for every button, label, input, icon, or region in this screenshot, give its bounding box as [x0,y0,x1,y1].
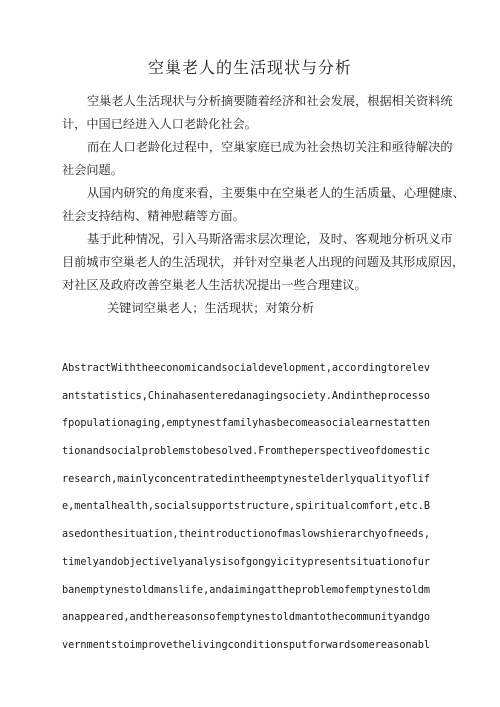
abstract-line: research,mainlyconcentratedintheemptynestelderlyqualityoflif [62,473,431,485]
keywords-line [62,297,442,320]
paragraph-line: 从国内研究的角度来看，主要集中在空巢老人的生活质量、心理健康、 [87,186,465,200]
paragraph-line: 社会支持结构、精神慰藉等方面。 [62,209,245,223]
abstract-line: asedonthesituation,theintroductionofmaslowshierarchyofneeds, [62,529,431,541]
paragraph-line: 计，中国已经进入人口老龄化社会。 [62,117,257,131]
abstract-line: fpopulationaging,emptynestfamilyhasbecomeasocialearnestatten [62,418,431,430]
paragraph-4 [62,228,465,297]
abstract-line: anappeared,andthereasonsofemptynestoldmantothecommunityandgo [62,612,431,624]
abstract-line: banemptynestoldmanslife,andaimingattheproblemofemptynestoldm [62,584,431,596]
keywords-text: 关键词空巢老人；生活现状；对策分析 [107,301,315,315]
paragraph-line: 基于此种情况，引入马斯洛需求层次理论，及时、客观地分析巩义市 [87,232,453,246]
paragraph-line: 而在人口老龄化过程中，空巢家庭已成为社会热切关注和亟待解决的 [87,140,453,154]
paragraph-line: 对社区及政府改善空巢老人生活状况提出一些合理建议。 [62,278,367,292]
abstract-line: tionandsocialproblemstobesolved.Fromtheperspectiveofdomestic [62,446,431,458]
document-body [62,90,465,320]
abstract-line: AbstractWiththeeconomicandsocialdevelopment,accordingtorelev [62,363,431,374]
paragraph-1 [62,90,453,136]
paragraph-line: 空巢老人生活现状与分析摘要随着经济和社会发展，根据相关资料统 [87,94,453,108]
abstract-block [62,355,446,660]
abstract-line: e,mentalhealth,socialsupportstructure,spiritualcomfort,etc.B [62,501,431,513]
paragraph-2 [62,136,453,182]
abstract-line: antstatistics,Chinahasenteredanagingsociety.Andintheprocesso [62,390,431,402]
paragraph-line: 目前城市空巢老人的生活现状，并针对空巢老人出现的问题及其形成原因， [62,255,465,269]
abstract-line: timelyandobjectivelyanalysisofgongyicitypresentsituationofur [62,556,431,568]
paragraph-3 [62,182,465,228]
paragraph-line: 社会问题。 [62,163,123,177]
document-title: 空巢老人的生活现状与分析 [147,58,352,77]
abstract-line: vernmentstoimprovethelivingconditionsputforwardsomereasonabl [62,639,431,651]
